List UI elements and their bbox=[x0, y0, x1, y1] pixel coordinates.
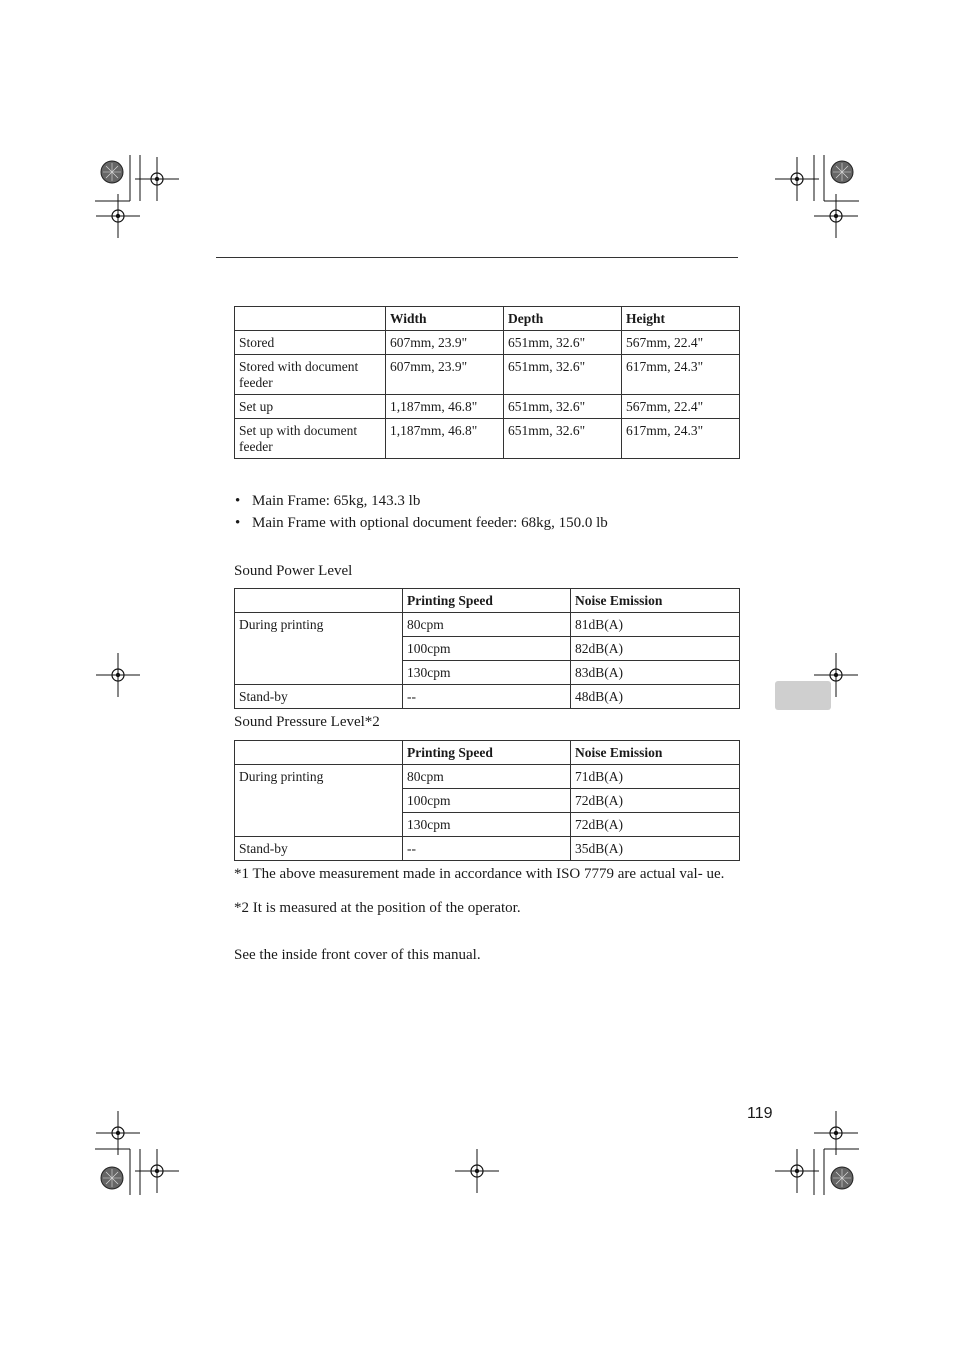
cell: 1,187mm, 46.8" bbox=[386, 419, 504, 459]
sound-power-table bbox=[234, 588, 740, 709]
cell: 82dB(A) bbox=[571, 637, 740, 661]
table-row bbox=[235, 837, 740, 861]
cell: 1,187mm, 46.8" bbox=[386, 395, 504, 419]
table-row bbox=[235, 685, 740, 709]
footnote-1: *1 The above measurement made in accordance with ISO 7779 are actual val- ue. bbox=[234, 866, 725, 882]
table-row bbox=[235, 355, 740, 395]
row-label: During printing bbox=[235, 613, 403, 685]
sound-pressure-caption: Sound Pressure Level*2 bbox=[234, 714, 380, 730]
row-label: During printing bbox=[235, 765, 403, 837]
table-header-row bbox=[235, 589, 740, 613]
sound-pressure-table bbox=[234, 740, 740, 861]
row-label: Stored bbox=[235, 331, 386, 355]
cell: 651mm, 32.6" bbox=[504, 419, 622, 459]
table-header-row bbox=[235, 741, 740, 765]
chapter-tab bbox=[775, 681, 831, 710]
dimensions-table bbox=[234, 306, 740, 459]
page-number: 119 bbox=[747, 1105, 773, 1122]
footnote-2: *2 It is measured at the position of the operator. bbox=[234, 900, 521, 916]
header-cell-speed: Printing Speed bbox=[403, 589, 571, 613]
header-cell-depth: Depth bbox=[504, 307, 622, 331]
cell: -- bbox=[403, 837, 571, 861]
see-also-text: See the inside front cover of this manual. bbox=[234, 947, 481, 963]
cell: 100cpm bbox=[403, 789, 571, 813]
cell: 80cpm bbox=[403, 765, 571, 789]
cell: 617mm, 24.3" bbox=[622, 355, 740, 395]
cell: 130cpm bbox=[403, 661, 571, 685]
cell: 607mm, 23.9" bbox=[386, 331, 504, 355]
cell: 72dB(A) bbox=[571, 789, 740, 813]
cell: 80cpm bbox=[403, 613, 571, 637]
table-header-row bbox=[235, 307, 740, 331]
cell: 651mm, 32.6" bbox=[504, 395, 622, 419]
table-row bbox=[235, 765, 740, 789]
row-label: Set up bbox=[235, 395, 386, 419]
cell: 100cpm bbox=[403, 637, 571, 661]
header-cell-noise: Noise Emission bbox=[571, 589, 740, 613]
table-row bbox=[235, 419, 740, 459]
cell: 130cpm bbox=[403, 813, 571, 837]
cell: 72dB(A) bbox=[571, 813, 740, 837]
cell: 81dB(A) bbox=[571, 613, 740, 637]
row-label: Stored with document feeder bbox=[235, 355, 386, 395]
cell: 71dB(A) bbox=[571, 765, 740, 789]
cell: 651mm, 32.6" bbox=[504, 355, 622, 395]
cell: 617mm, 24.3" bbox=[622, 419, 740, 459]
header-cell bbox=[235, 741, 403, 765]
row-label: Stand-by bbox=[235, 837, 403, 861]
header-cell-noise: Noise Emission bbox=[571, 741, 740, 765]
cell: 607mm, 23.9" bbox=[386, 355, 504, 395]
header-cell-width: Width bbox=[386, 307, 504, 331]
list-item: • Main Frame with optional document feeder: 68kg, 150.0 lb bbox=[234, 512, 608, 534]
row-label: Set up with document feeder bbox=[235, 419, 386, 459]
cell: 35dB(A) bbox=[571, 837, 740, 861]
row-label: Stand-by bbox=[235, 685, 403, 709]
header-cell bbox=[235, 589, 403, 613]
cell: 48dB(A) bbox=[571, 685, 740, 709]
header-rule bbox=[216, 257, 738, 258]
header-cell-speed: Printing Speed bbox=[403, 741, 571, 765]
table-row bbox=[235, 395, 740, 419]
cell: 567mm, 22.4" bbox=[622, 395, 740, 419]
table-row bbox=[235, 331, 740, 355]
header-cell bbox=[235, 307, 386, 331]
table-row bbox=[235, 613, 740, 637]
list-item: • Main Frame: 65kg, 143.3 lb bbox=[234, 490, 608, 512]
cell: -- bbox=[403, 685, 571, 709]
header-cell-height: Height bbox=[622, 307, 740, 331]
weight-list bbox=[234, 490, 608, 534]
sound-power-caption: Sound Power Level bbox=[234, 563, 353, 579]
cell: 567mm, 22.4" bbox=[622, 331, 740, 355]
cell: 83dB(A) bbox=[571, 661, 740, 685]
cell: 651mm, 32.6" bbox=[504, 331, 622, 355]
